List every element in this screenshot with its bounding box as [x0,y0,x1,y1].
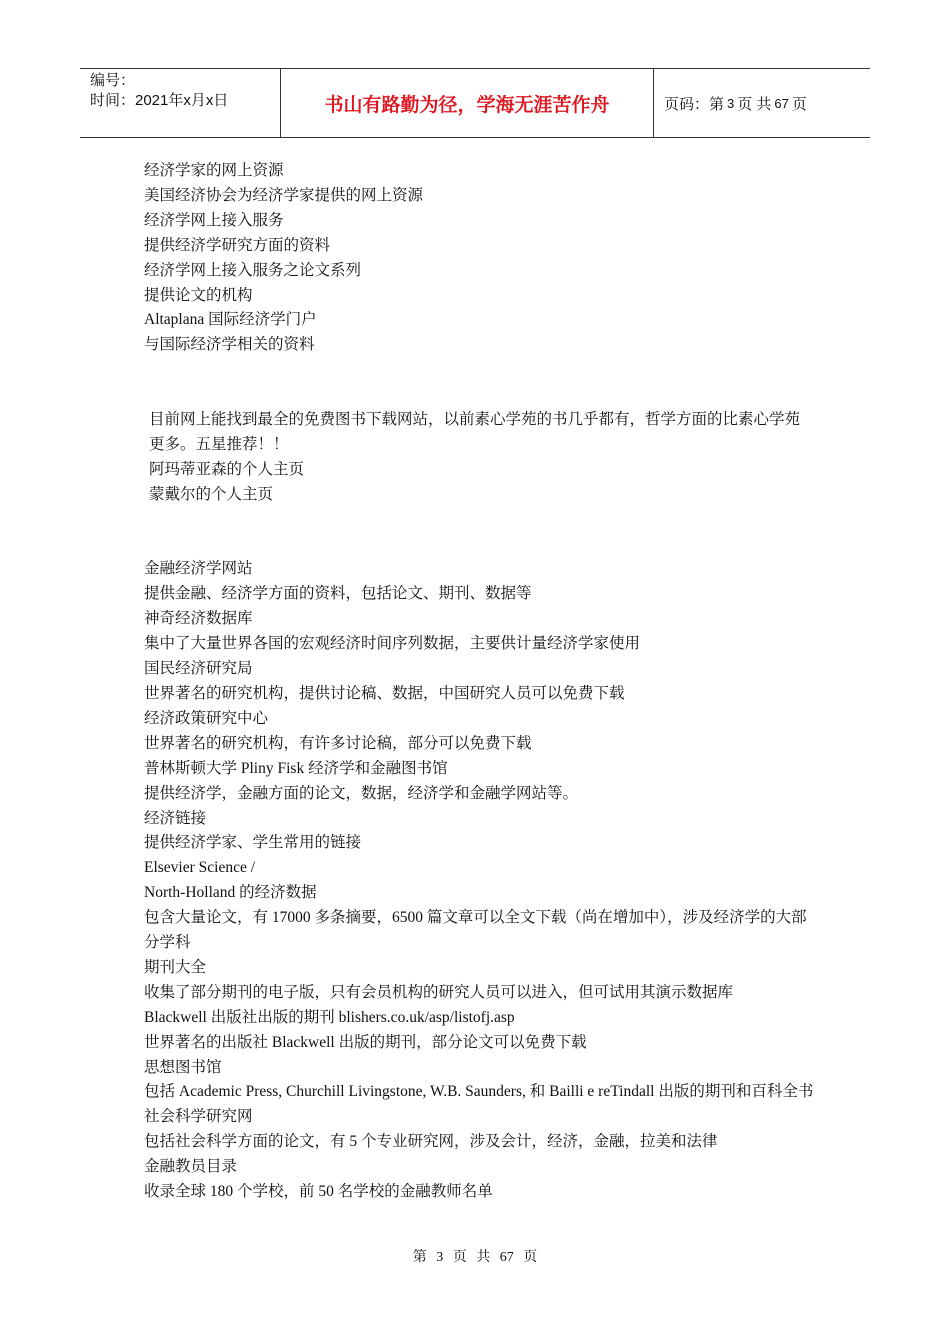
body-paragraph: Blackwell 出版社出版的期刊 blishers.co.uk/asp/listofj.asp [144,1008,515,1026]
body-paragraph: Elsevier Science / [144,859,256,877]
body-paragraph: 提供经济学研究方面的资料 [144,236,331,254]
body-paragraph: 收录全球 180 个学校，前 50 名学校的金融教师名单 [144,1183,493,1201]
page-header [80,68,870,138]
document-body [144,159,814,1205]
page-footer: 第 3 页 共 67 页 [412,1250,538,1265]
header-meta [80,69,281,137]
body-paragraph: 社会科学研究网 [144,1108,253,1126]
body-paragraph: 经济学网上接入服务之论文系列 [144,261,362,279]
body-paragraph: 包含大量论文，有 17000 多条摘要，6500 篇文章可以全文下载（尚在增加中），涉及经济学的大部分学科 [144,909,807,952]
page-mid: 页 共 [737,95,772,113]
body-paragraph: 提供论文的机构 [144,286,253,304]
document-time-label: 时间：2021年x月x日 [90,92,229,109]
body-paragraph: 经济链接 [144,809,207,827]
body-paragraph: 世界著名的研究机构，提供讨论稿、数据，中国研究人员可以免费下载 [144,684,625,702]
body-paragraph: 世界著名的研究机构，有许多讨论稿，部分可以免费下载 [144,734,532,752]
blank-line [144,383,814,408]
blank-line [144,533,814,558]
body-paragraph: 收集了部分期刊的电子版，只有会员机构的研究人员可以进入，但可试用其演示数据库 [144,983,734,1001]
body-paragraph: 经济政策研究中心 [144,709,269,727]
body-paragraph: 蒙戴尔的个人主页 [149,485,274,503]
blank-line [144,508,814,533]
body-paragraph: 金融教员目录 [144,1158,238,1176]
body-paragraph: 思想图书馆 [144,1058,222,1076]
body-paragraph: 包括社会科学方面的论文，有 5 个专业研究网，涉及会计，经济，金融，拉美和法律 [144,1133,718,1151]
body-paragraph: 经济学网上接入服务 [144,211,284,229]
body-paragraph: Altaplana 国际经济学门户 [144,311,317,329]
body-paragraph: 提供金融、经济学方面的资料，包括论文、期刊、数据等 [144,585,532,603]
document-code-label: 编号： [90,72,136,89]
page-prefix: 页码：第 [664,95,725,113]
body-paragraph: 神奇经济数据库 [144,610,253,628]
body-paragraph: 美国经济协会为经济学家提供的网上资源 [144,186,424,204]
body-paragraph: 经济学家的网上资源 [144,162,284,179]
body-paragraph: 提供经济学，金融方面的论文，数据，经济学和金融学网站等。 [144,784,579,802]
body-paragraph: 金融经济学网站 [144,560,253,578]
page-total: 67 [774,95,789,111]
blank-line [144,358,814,383]
body-paragraph: 提供经济学家、学生常用的链接 [144,834,362,852]
body-paragraph: 世界著名的出版社 Blackwell 出版的期刊，部分论文可以免费下载 [144,1033,587,1051]
page-suffix: 页 [791,95,807,113]
body-paragraph: 普林斯顿大学 Pliny Fisk 经济学和金融图书馆 [144,759,448,777]
body-paragraph: 阿玛蒂亚森的个人主页 [149,460,305,478]
page-current: 3 [727,95,735,111]
body-paragraph: 包括 Academic Press, Churchill Livingstone, W.B. Saunders, 和 Bailli e reTindall 出版的期刊和百科全书 [144,1083,814,1101]
body-paragraph: 期刊大全 [144,958,207,976]
body-paragraph: 与国际经济学相关的资料 [144,336,315,354]
body-paragraph: 国民经济研究局 [144,660,253,678]
body-paragraph: 集中了大量世界各国的宏观经济时间序列数据，主要供计量经济学家使用 [144,635,641,653]
body-paragraph: North-Holland 的经济数据 [144,884,317,902]
header-page-number [654,69,870,137]
body-paragraph: 目前网上能找到最全的免费图书下载网站，以前素心学苑的书几乎都有，哲学方面的比素心学苑更多。五星推荐！！ [149,411,801,453]
header-motto: 书山有路勤为径，学海无涯苦作舟 [281,69,654,137]
